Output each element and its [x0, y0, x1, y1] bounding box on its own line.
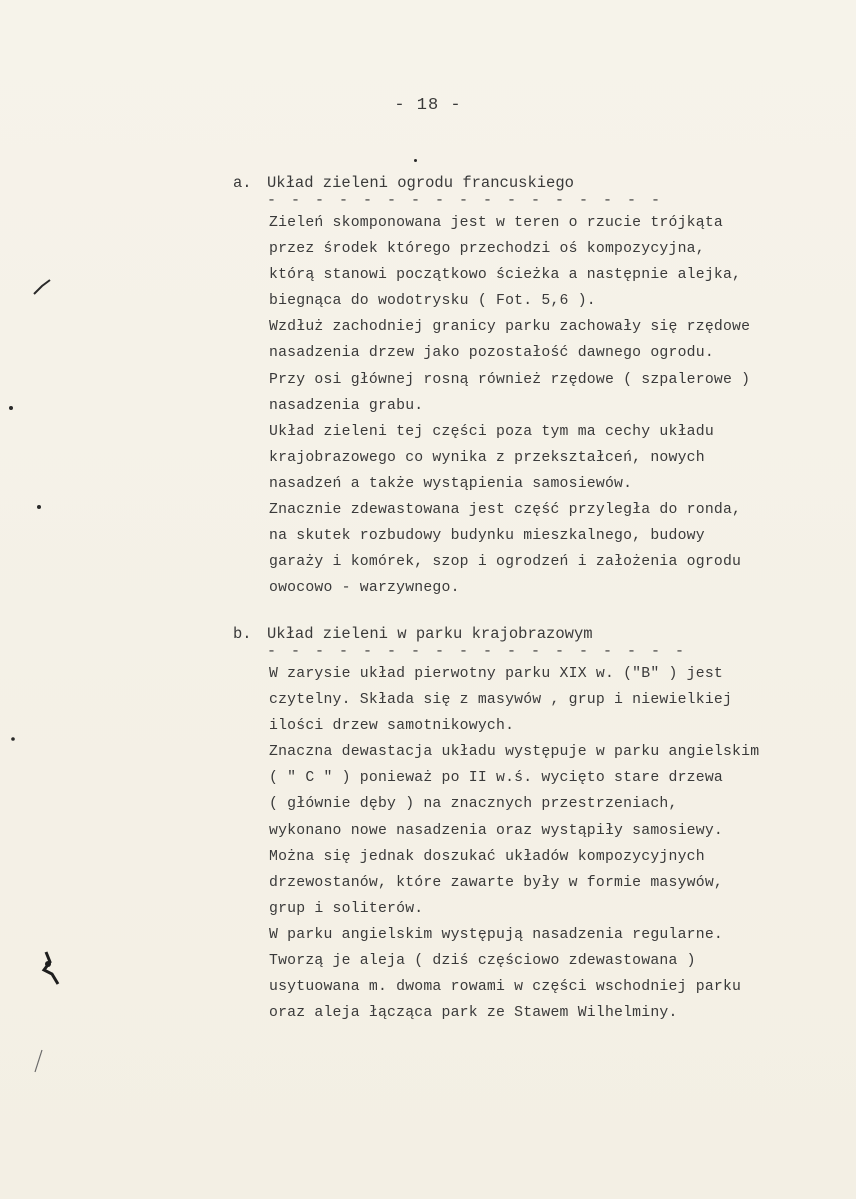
scan-speck-line — [32, 1048, 44, 1074]
section-a-letter: a. — [233, 174, 252, 192]
text-line: czytelny. Składa się z masywów , grup i niewielkiej — [269, 692, 733, 709]
section-a-heading — [233, 172, 833, 194]
section-a — [233, 172, 833, 601]
text-line: usytuowana m. dwoma rowami w części wschodniej parku — [269, 979, 742, 996]
text-line: W parku angielskim występują nasadzenia regularne. — [269, 926, 723, 943]
page-number: - 18 - — [394, 96, 462, 115]
scan-speck-dot — [8, 405, 14, 411]
text-line: grup i soliterów. — [269, 900, 424, 917]
text-line: Układ zieleni tej części poza tym ma cechy układu — [269, 423, 714, 440]
section-b-letter: b. — [233, 625, 252, 643]
text-line: ( głównie dęby ) na znacznych przestrzeniach, — [269, 796, 678, 813]
scan-speck-dot — [36, 504, 42, 510]
text-line: drzewostanów, które zawarte były w formie masywów, — [269, 874, 723, 891]
text-line: krajobrazowego co wynika z przekształceń, nowych — [269, 449, 705, 466]
text-line: Przy osi głównej rosną również rzędowe ( szpalerowe ) — [269, 371, 751, 388]
section-b-heading — [233, 623, 833, 645]
text-line: którą stanowi początkowo ścieżka a następnie alejka, — [269, 267, 742, 284]
text-line: Zieleń skomponowana jest w teren o rzucie trójkąta — [269, 215, 723, 231]
section-b — [233, 623, 833, 1026]
text-line: Znacznie zdewastowana jest część przyległa do ronda, — [269, 502, 742, 519]
section-b-title: Układ zieleni w parku krajobrazowym — [267, 625, 593, 643]
scan-speck-blot — [36, 950, 66, 986]
section-b-body — [269, 661, 833, 1026]
text-line: ( " C " ) ponieważ po II w.ś. wycięto stare drzewa — [269, 770, 723, 787]
text-line: owocowo - warzywnego. — [269, 580, 460, 597]
text-line: Można się jednak doszukać układów kompozycyjnych — [269, 848, 705, 865]
section-b-underline: - - - - - - - - - - - - - - - - - - — [267, 643, 688, 660]
text-line: ilości drzew samotnikowych. — [269, 718, 515, 735]
text-line: Tworzą je aleja ( dziś częściowo zdewastowana ) — [269, 953, 696, 970]
scan-speck-dot — [10, 736, 16, 742]
scan-speck-mark — [32, 276, 54, 296]
scan-speck-dot — [413, 158, 418, 163]
text-line: oraz aleja łącząca park ze Stawem Wilhelminy. — [269, 1005, 678, 1022]
text-line: nasadzenia grabu. — [269, 397, 424, 414]
text-line: przez środek którego przechodzi oś kompozycyjna, — [269, 241, 705, 258]
text-line: W zarysie układ pierwotny parku XIX w. ("B" ) jest — [269, 666, 723, 682]
section-a-body — [269, 210, 833, 601]
text-line: Wzdłuż zachodniej granicy parku zachowały się rzędowe — [269, 319, 751, 336]
section-a-title: Układ zieleni ogrodu francuskiego — [267, 174, 574, 192]
text-line: wykonano nowe nasadzenia oraz wystąpiły samosiewy. — [269, 822, 723, 839]
text-line: na skutek rozbudowy budynku mieszkalnego, budowy — [269, 528, 705, 545]
text-line: biegnąca do wodotrysku ( Fot. 5,6 ). — [269, 293, 596, 310]
text-line: nasadzeń a także wystąpienia samosiewów. — [269, 475, 633, 492]
text-line: garaży i komórek, szop i ogrodzeń i założenia ogrodu — [269, 554, 742, 571]
text-line: nasadzenia drzew jako pozostałość dawnego ogrodu. — [269, 345, 714, 362]
text-line: Znaczna dewastacja układu występuje w parku angielskim — [269, 744, 760, 761]
section-a-underline: - - - - - - - - - - - - - - - - - — [267, 192, 664, 209]
